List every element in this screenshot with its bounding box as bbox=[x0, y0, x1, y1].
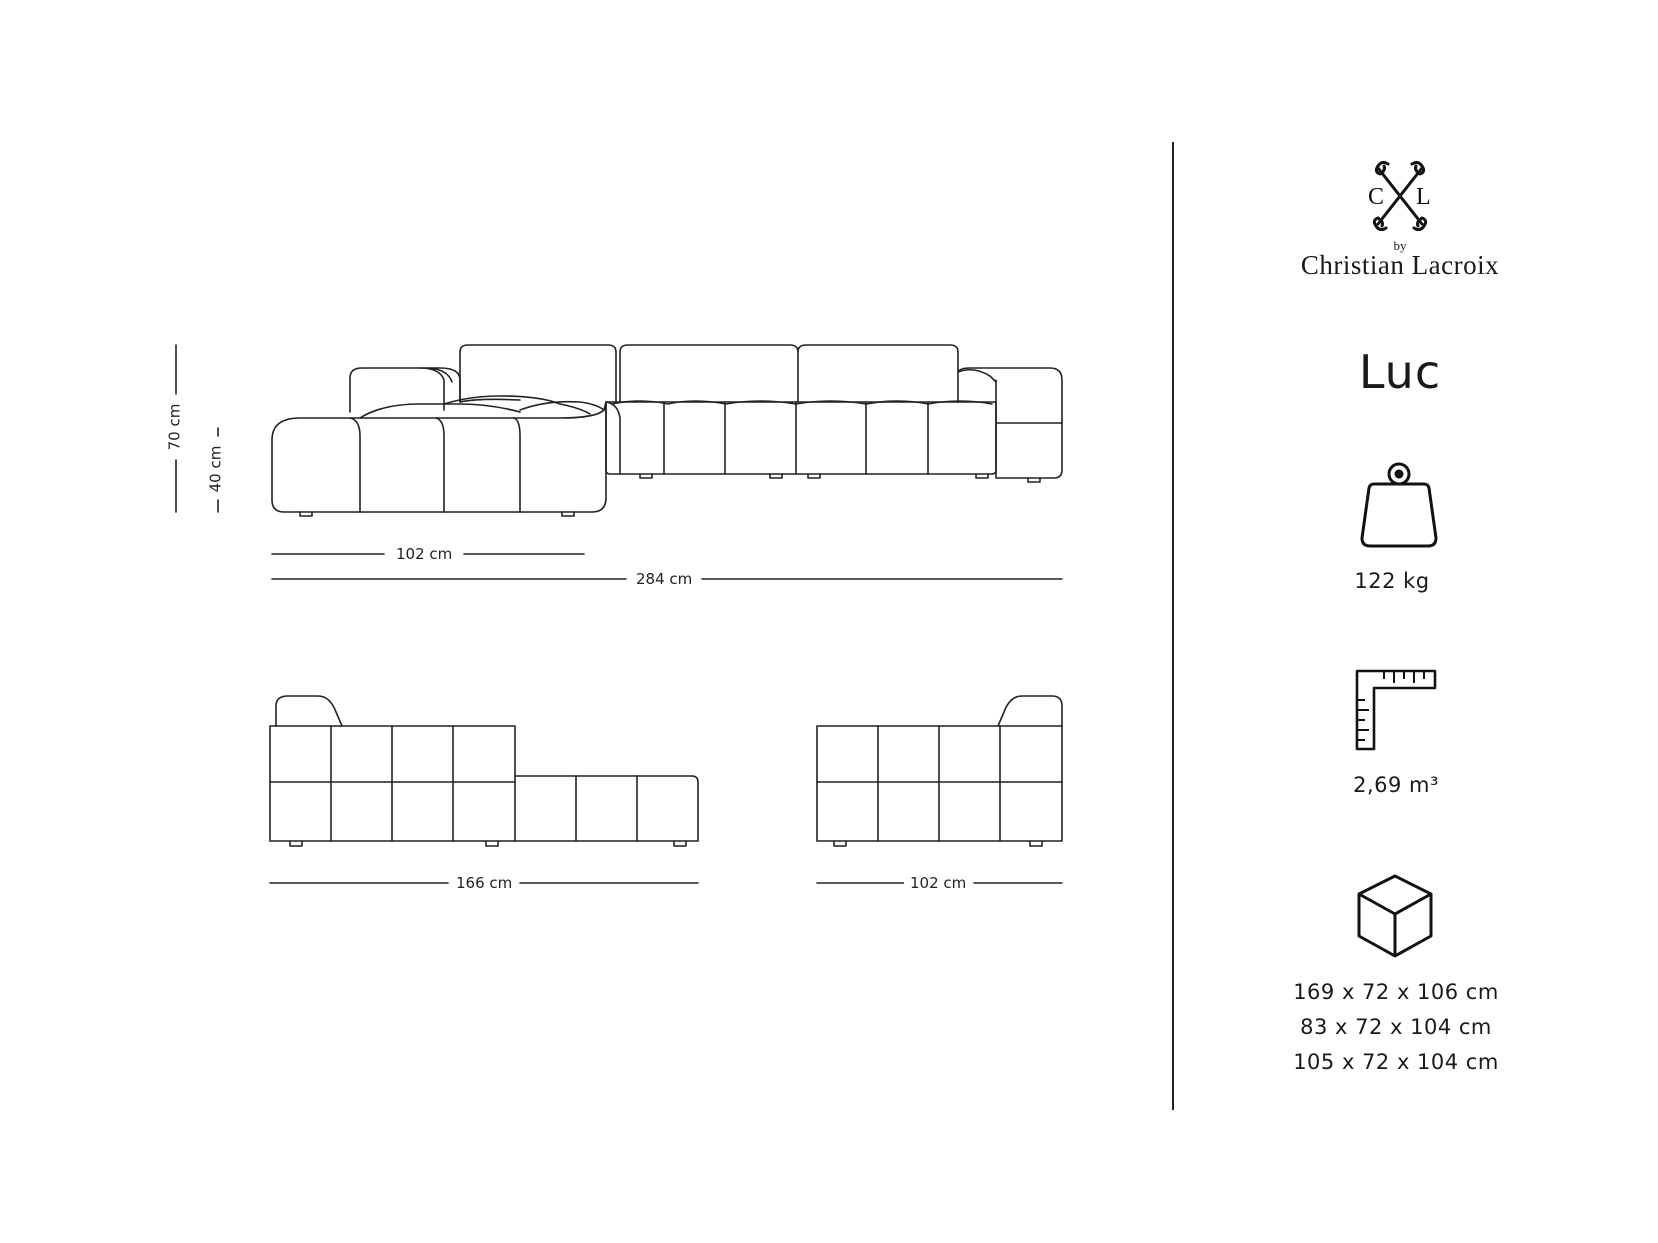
volume-value: 2,69 m³ bbox=[1353, 773, 1439, 797]
cube-icon bbox=[1354, 872, 1436, 960]
sofa-side-view-other bbox=[817, 696, 1062, 846]
package-dimension-2: 83 x 72 x 104 cm bbox=[1300, 1015, 1492, 1039]
sofa-side-view-chaise bbox=[270, 696, 698, 846]
total-width-label: 284 cm bbox=[630, 570, 698, 588]
package-dimension-3: 105 x 72 x 104 cm bbox=[1293, 1050, 1499, 1074]
section-divider bbox=[1172, 142, 1174, 1110]
brand-monogram-logo bbox=[1360, 158, 1440, 234]
product-title: Luc bbox=[1358, 345, 1442, 399]
brand-name: Christian Lacroix bbox=[1300, 250, 1500, 280]
svg-text:L: L bbox=[1416, 184, 1431, 210]
chaise-width-label: 102 cm bbox=[390, 545, 458, 563]
svg-text:C: C bbox=[1368, 184, 1385, 210]
package-dimension-1: 169 x 72 x 106 cm bbox=[1293, 980, 1499, 1004]
sofa-front-view bbox=[272, 345, 1062, 516]
weight-icon bbox=[1356, 460, 1442, 552]
height-total-label: 70 cm bbox=[165, 400, 183, 455]
side-depth-other-label: 102 cm bbox=[904, 874, 972, 892]
ruler-corner-icon bbox=[1354, 668, 1438, 752]
brand-by: by bbox=[1393, 238, 1407, 253]
seat-height-label: 40 cm bbox=[206, 442, 224, 497]
side-depth-chaise-label: 166 cm bbox=[450, 874, 518, 892]
weight-value: 122 kg bbox=[1354, 569, 1430, 593]
